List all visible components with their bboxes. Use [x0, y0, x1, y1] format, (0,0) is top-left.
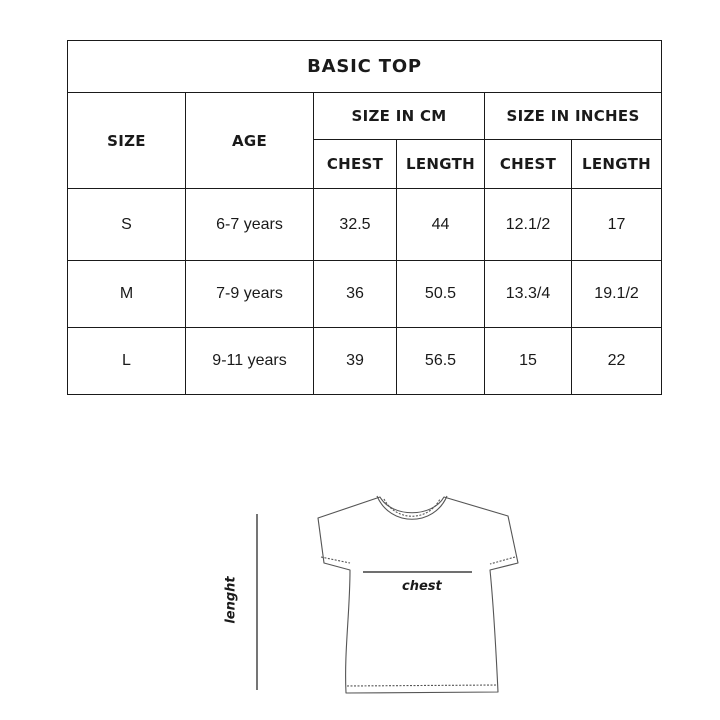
length-label: lenght [223, 576, 239, 624]
cell-chest-inches: 15 [485, 328, 572, 395]
header-chest-cm: CHEST [314, 140, 397, 189]
table-title: BASIC TOP [68, 41, 662, 93]
cell-chest-cm: 32.5 [314, 189, 397, 261]
header-age: AGE [186, 93, 314, 189]
cell-age: 9-11 years [186, 328, 314, 395]
cell-chest-inches: 12.1/2 [485, 189, 572, 261]
header-size-in-cm: SIZE IN CM [314, 93, 485, 140]
header-chest-inches: CHEST [485, 140, 572, 189]
cell-length-inches: 19.1/2 [572, 261, 662, 328]
cell-length-cm: 56.5 [397, 328, 485, 395]
cell-length-inches: 22 [572, 328, 662, 395]
cell-length-cm: 44 [397, 189, 485, 261]
cell-size: L [68, 328, 186, 395]
cell-length-cm: 50.5 [397, 261, 485, 328]
cell-age: 7-9 years [186, 261, 314, 328]
cell-chest-cm: 36 [314, 261, 397, 328]
header-length-cm: LENGTH [397, 140, 485, 189]
cell-age: 6-7 years [186, 189, 314, 261]
cell-size: S [68, 189, 186, 261]
cell-chest-cm: 39 [314, 328, 397, 395]
cell-chest-inches: 13.3/4 [485, 261, 572, 328]
chest-label: chest [402, 579, 442, 594]
cell-length-inches: 17 [572, 189, 662, 261]
header-length-inches: LENGTH [572, 140, 662, 189]
header-size-in-inches: SIZE IN INCHES [485, 93, 662, 140]
cell-size: M [68, 261, 186, 328]
tshirt-outline-icon [318, 496, 518, 693]
header-size: SIZE [68, 93, 186, 189]
